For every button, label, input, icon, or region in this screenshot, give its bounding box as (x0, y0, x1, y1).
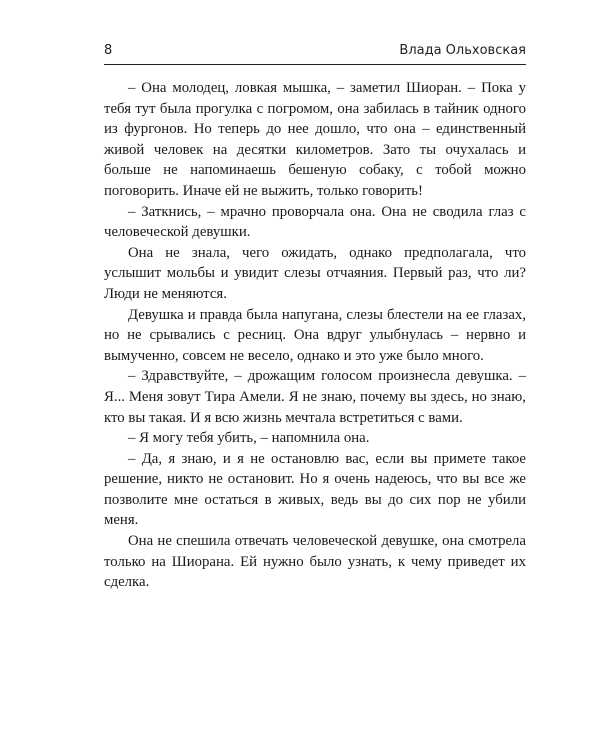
paragraph: – Да, я знаю, и я не остановлю вас, если вы примете такое решение, никто не остановит. Но я очень надеюсь, что вы все же позволите мне остаться в живых, ведь вы до сих пор не убили меня. (104, 450, 526, 529)
body-text (104, 78, 526, 593)
paragraph: Она не знала, чего ожидать, однако предполагала, что услышит мольбы и увидит слезы отчаяния. Первый раз, что ли? Люди не меняются. (104, 244, 526, 302)
paragraph: – Она молодец, ловкая мышка, – заметил Шиоран. – Пока у тебя тут была прогулка с погромом, она забилась в тайник одного из фургонов. Но теперь до нее дошло, что она – единственный живой человек на десятки километров. Зато ты очухалась и больше не напоминаешь бешеную собаку, с тобой можно поговорить. Иначе ей не выжить, только говорить! (104, 80, 526, 199)
paragraph: – Я могу тебя убить, – напомнила она. (128, 430, 370, 447)
page-number: 8 (104, 43, 113, 58)
paragraph: – Заткнись, – мрачно проворчала она. Она не сводила глаз с человеческой девушки. (104, 203, 526, 241)
paragraph: Она не спешила отвечать человеческой девушке, она смотрела только на Шиорана. Ей нужно было узнать, к чему приведет их сделка. (104, 533, 526, 591)
running-title: Влада Ольховская (399, 43, 526, 58)
paragraph: Девушка и правда была напугана, слезы блестели на ее глазах, но не срывались с ресниц. Она вдруг улыбнулась – нервно и вымученно, совсем не весело, однако и это уже было много. (104, 306, 526, 364)
page-header (104, 40, 526, 65)
paragraph: – Здравствуйте, – дрожащим голосом произнесла девушка. – Я... Меня зовут Тира Амели. Я не знаю, почему вы здесь, но знаю, кто вы такая. И я всю жизнь мечтала встретиться с вами. (104, 368, 526, 426)
